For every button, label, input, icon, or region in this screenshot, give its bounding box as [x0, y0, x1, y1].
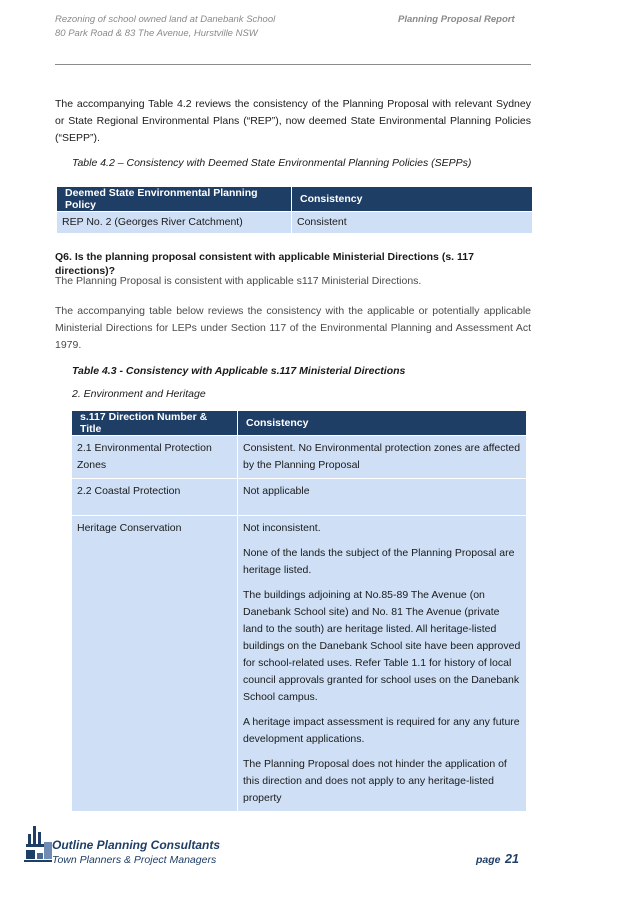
table43-subcaption: 2. Environment and Heritage — [72, 388, 206, 400]
header-title-line1: Rezoning of school owned land at Danebank School — [55, 14, 276, 25]
table-row — [72, 516, 527, 812]
page-number: 21 — [505, 852, 519, 866]
page-label: page — [476, 854, 501, 866]
table-header-cell: s.117 Direction Number & Title — [72, 411, 238, 436]
table-header-row — [57, 187, 533, 212]
table-header-cell: Consistency — [238, 411, 527, 436]
table-review-paragraph: The accompanying table below reviews the consistency with the applicable or potentially applicable Ministerial Directions for LEPs under Section 117 of the Environmental Planning and Assessment Act 1979. — [55, 305, 531, 351]
building-logo-icon — [24, 826, 54, 864]
consistency-text: Not inconsistent. — [243, 522, 321, 534]
consistency-cell — [238, 436, 527, 479]
direction-title-cell — [72, 516, 238, 812]
table-row — [57, 212, 533, 234]
table-row — [72, 436, 527, 479]
direction-title-cell — [72, 436, 238, 479]
consistency-cell — [238, 516, 527, 812]
table42 — [56, 186, 533, 234]
direction-title: 2.2 Coastal Protection — [77, 485, 181, 497]
header-divider — [55, 64, 531, 65]
consistency-paragraph: The Planning Proposal is consistent with applicable s117 Ministerial Directions. — [55, 275, 422, 287]
firm-name: Outline Planning Consultants — [52, 838, 220, 852]
table-cell: Consistent — [292, 212, 533, 234]
table43-caption: Table 4.3 - Consistency with Applicable s.117 Ministerial Directions — [72, 365, 406, 377]
consistency-text: Consistent. No Environmental protection zones are affected by the Planning Proposal — [243, 442, 521, 471]
direction-title: 2.1 Environmental Protection Zones — [77, 442, 212, 471]
header-title-line2: 80 Park Road & 83 The Avenue, Hurstville NSW — [55, 28, 258, 39]
table-header-cell: Deemed State Environmental Planning Policy — [57, 187, 292, 212]
table42-caption: Table 4.2 – Consistency with Deemed State Environmental Planning Policies (SEPPs) — [72, 157, 472, 169]
consistency-text: The Planning Proposal does not hinder the application of this direction and does not apply to any heritage-listed property — [243, 758, 507, 804]
table-header-cell: Consistency — [292, 187, 533, 212]
consistency-text: The buildings adjoining at No.85-89 The Avenue (on Danebank School site) and No. 81 The Avenue (private land to the south) are heritage listed. All heritage-listed buildings on the Danebank School site have been approved for school-related uses. Refer Table 1.1 for history of local council approvals granted for school uses on the Danebank School campus. — [243, 589, 521, 703]
consistency-text: None of the lands the subject of the Planning Proposal are heritage listed. — [243, 547, 515, 576]
intro-paragraph: The accompanying Table 4.2 reviews the consistency of the Planning Proposal with relevant Sydney or State Regional Environmental Plans (“REP”), now deemed State Environmental Planning Policies (“SEPP”). — [55, 98, 531, 144]
table-row — [72, 479, 527, 516]
header-report-name: Planning Proposal Report — [398, 14, 515, 25]
firm-tagline: Town Planners & Project Managers — [52, 854, 217, 866]
consistency-text: A heritage impact assessment is required for any any future development applications. — [243, 716, 520, 745]
direction-title: Heritage Conservation — [77, 522, 182, 534]
direction-title-cell — [72, 479, 238, 516]
consistency-text: Not applicable — [243, 485, 310, 497]
table-cell: REP No. 2 (Georges River Catchment) — [57, 212, 292, 234]
consistency-cell — [238, 479, 527, 516]
question-6: Q6. Is the planning proposal consistent with applicable Ministerial Directions (s. 117 directions)? — [55, 251, 474, 277]
table43 — [71, 410, 527, 812]
header-project-info — [55, 13, 275, 41]
table-header-row — [72, 411, 527, 436]
